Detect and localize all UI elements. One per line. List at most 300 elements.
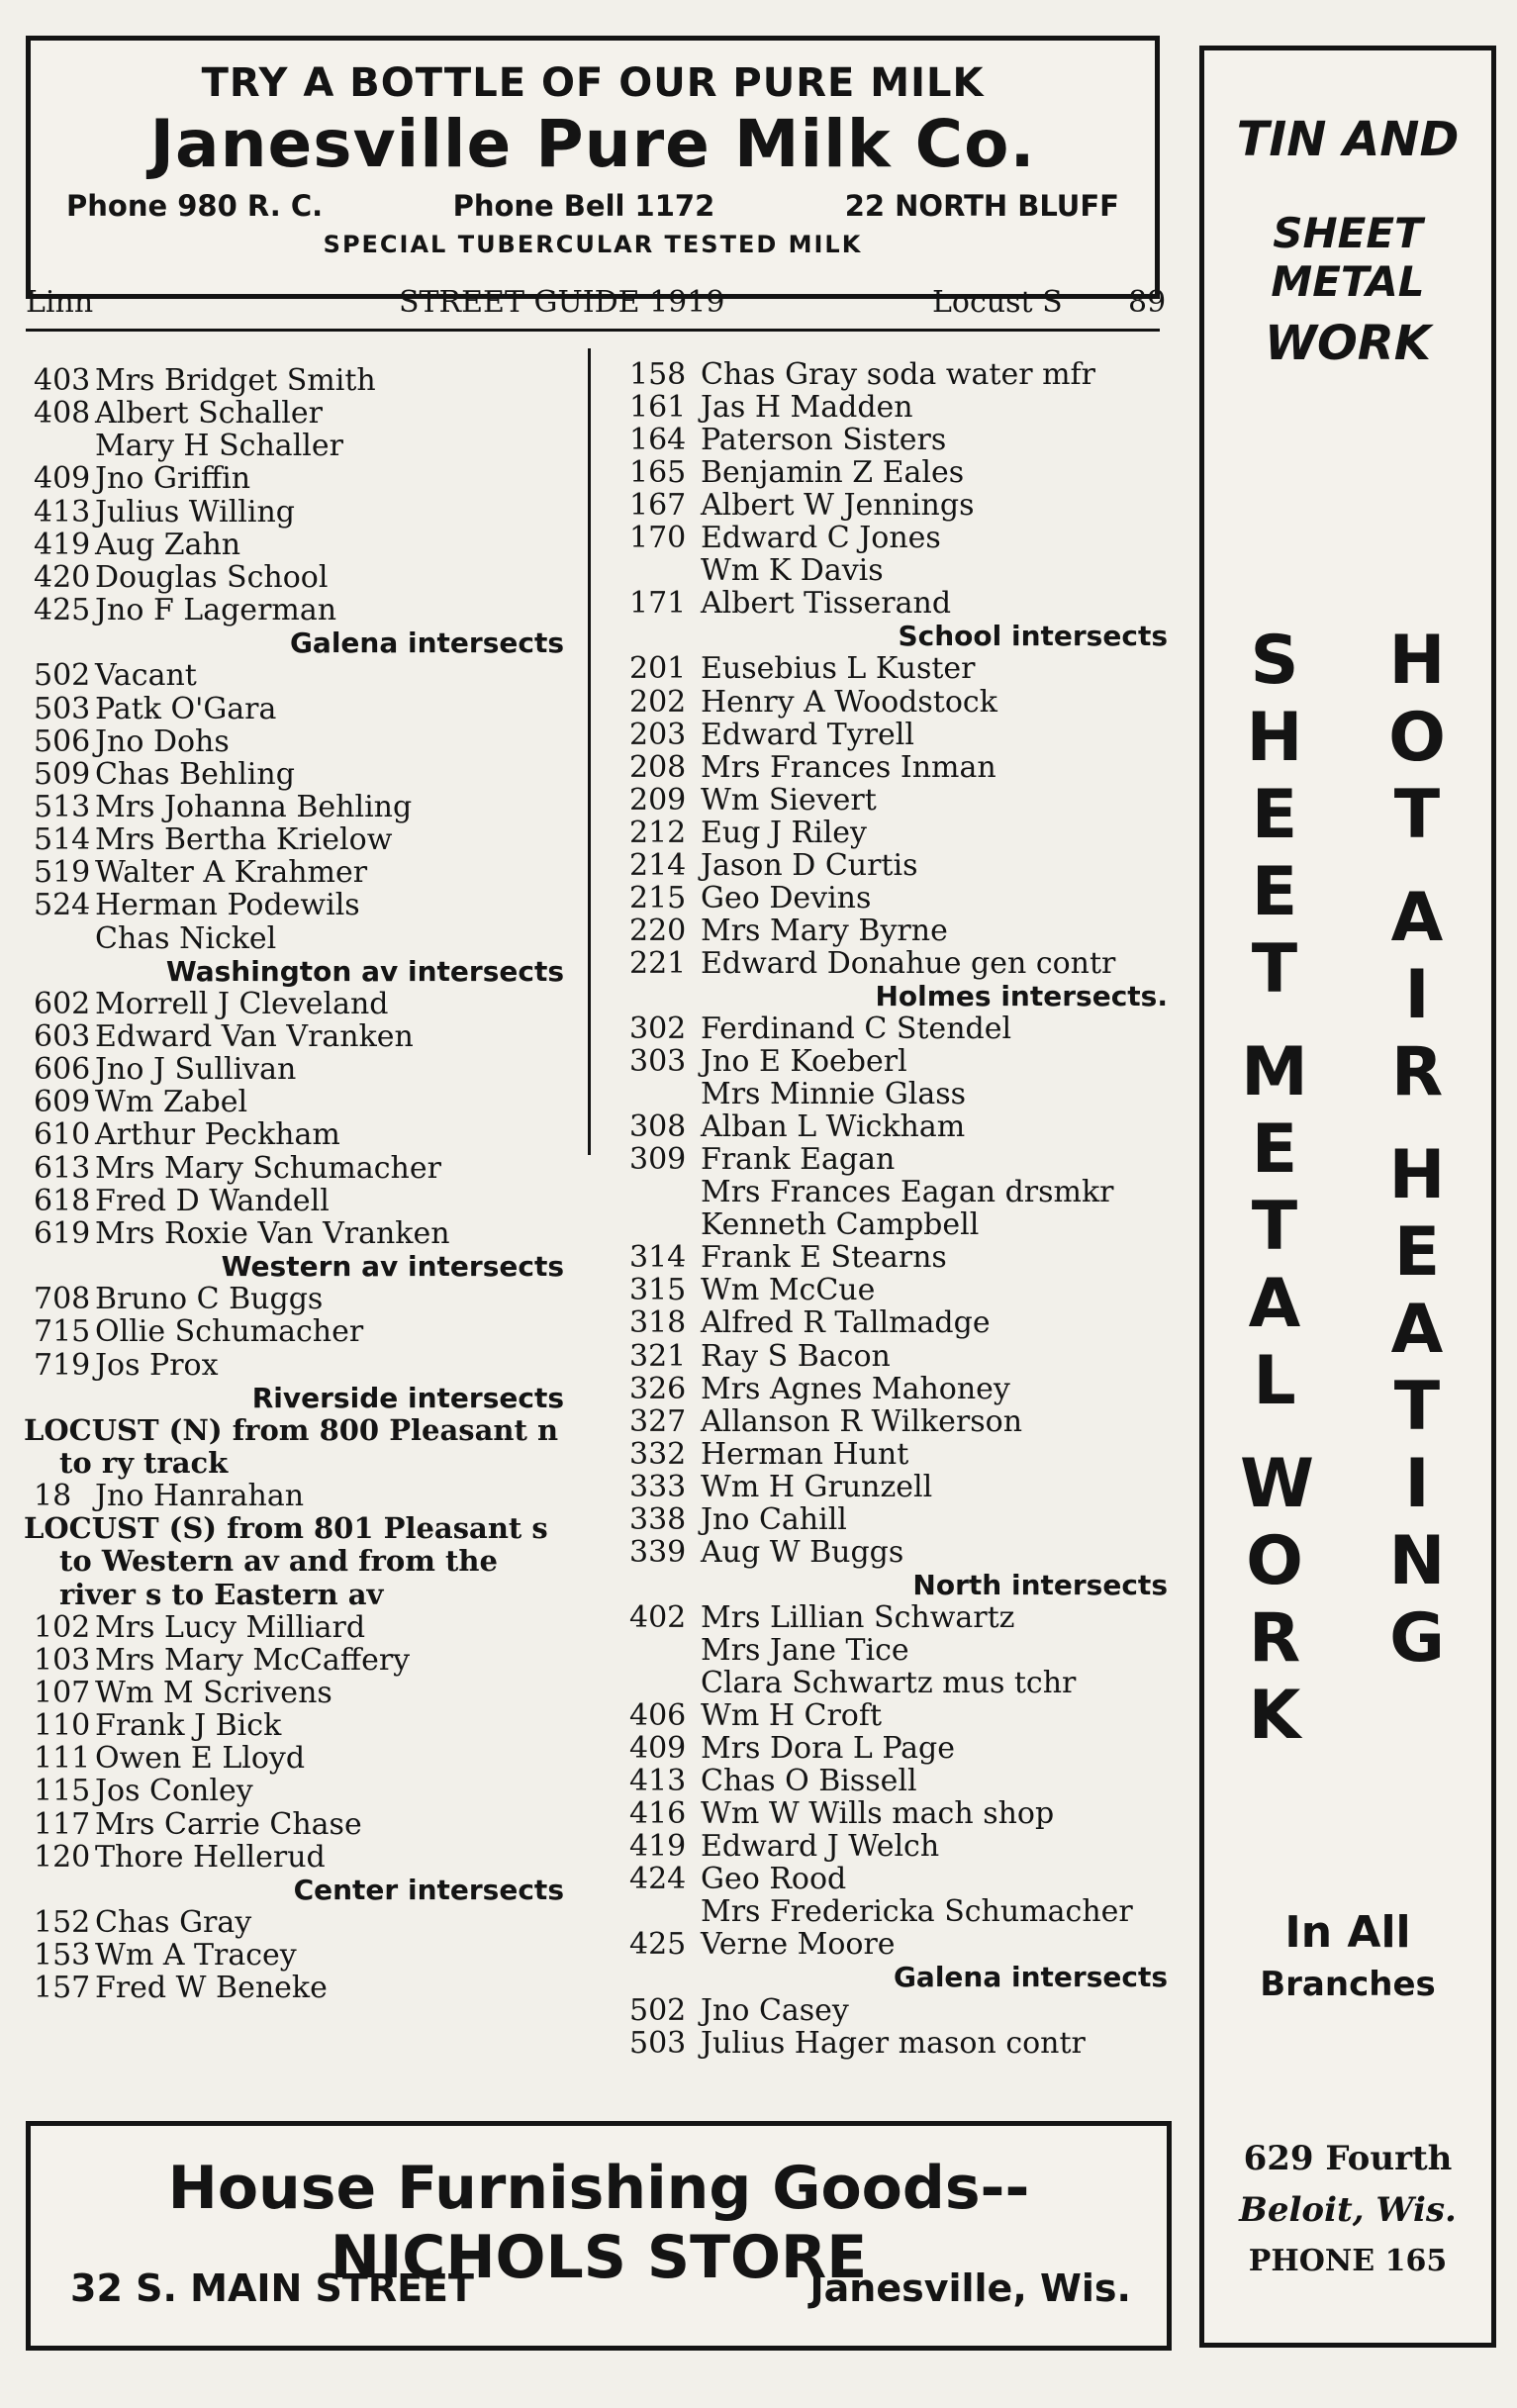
house-number: 420 [34, 559, 91, 595]
house-number: 152 [34, 1905, 91, 1941]
resident-name: Arthur Peckham [95, 1117, 340, 1153]
street-heading-text: to ry track [59, 1445, 229, 1480]
address-entry [34, 1349, 219, 1382]
house-number: 221 [629, 945, 687, 981]
vertical-letter: A [1390, 1291, 1444, 1369]
resident-name: Mrs Frances Eagan drsmkr [701, 1175, 1114, 1210]
house-number: 502 [629, 1992, 687, 2028]
address-entry [34, 1118, 340, 1151]
vertical-letter: E [1251, 1110, 1298, 1189]
address-entry [34, 1841, 326, 1874]
address-entry [629, 1078, 966, 1110]
address-entry [629, 652, 976, 685]
house-number: 315 [629, 1273, 687, 1308]
street-heading [24, 1512, 548, 1545]
resident-name: Mrs Minnie Glass [701, 1077, 967, 1112]
house-number: 610 [34, 1117, 91, 1153]
house-number: 203 [629, 717, 687, 752]
address-entry [629, 784, 877, 817]
house-number: 403 [34, 363, 91, 398]
letter-gap [1382, 1111, 1452, 1137]
house-number: 513 [34, 789, 91, 824]
resident-name: Wm Zabel [95, 1085, 248, 1120]
house-number: 333 [629, 1469, 687, 1504]
house-number: 165 [629, 455, 687, 491]
address-entry [629, 947, 1115, 980]
address-entry [34, 758, 295, 791]
resident-name: Alfred R Tallmadge [701, 1305, 991, 1341]
house-number: 309 [629, 1142, 687, 1178]
house-number: 153 [34, 1938, 91, 1974]
ad-sheet-metal: SHEET METAL [1271, 209, 1425, 306]
intersection-heading [30, 626, 564, 659]
address-entry [629, 424, 946, 456]
house-number: 514 [34, 822, 91, 858]
resident-name: Mrs Johanna Behling [95, 789, 413, 824]
house-number: 338 [629, 1501, 687, 1537]
resident-name: Geo Devins [701, 880, 872, 915]
address-entry [34, 1906, 251, 1939]
street-heading [24, 1414, 558, 1447]
intersection-heading [614, 1569, 1168, 1601]
house-number: 102 [34, 1609, 91, 1645]
resident-name: Mrs Mary Schumacher [95, 1150, 441, 1186]
letter-gap [1240, 1009, 1309, 1034]
resident-name: Aug W Buggs [701, 1534, 904, 1570]
street-heading-continued [59, 1545, 498, 1578]
address-entry [629, 1503, 847, 1536]
house-number: 509 [34, 756, 91, 792]
resident-name: Frank J Bick [95, 1708, 282, 1744]
ad-phone: PHONE 165 [1248, 2244, 1448, 2278]
address-entry [34, 1677, 332, 1709]
address-entry [34, 1315, 363, 1348]
resident-name: Eusebius L Kuster [701, 651, 976, 687]
vertical-letter: W [1240, 1445, 1315, 1523]
page-number: 89 [1128, 285, 1167, 320]
resident-name: Herman Hunt [701, 1436, 909, 1472]
ad-phone-rc: Phone 980 R. C. [66, 189, 324, 223]
address-entry [629, 817, 867, 849]
resident-name: Chas Gray [95, 1905, 252, 1941]
house-number: 214 [629, 847, 687, 883]
vertical-letter: E [1251, 776, 1298, 854]
address-entry [34, 922, 276, 955]
house-number: 715 [34, 1314, 91, 1350]
address-entry [629, 915, 948, 947]
intersection-heading [30, 1874, 564, 1906]
house-number: 158 [629, 357, 687, 392]
ad-address: 22 NORTH BLUFF [844, 189, 1119, 223]
vertical-letter: L [1253, 1342, 1296, 1420]
address-entry [629, 1176, 1113, 1208]
address-entry [34, 496, 295, 529]
house-number: 321 [629, 1338, 687, 1374]
resident-name: Bruno C Buggs [95, 1282, 324, 1317]
resident-name: Douglas School [95, 559, 329, 595]
house-number: 424 [629, 1862, 687, 1897]
house-number: 416 [629, 1796, 687, 1832]
address-entry [34, 364, 376, 397]
heading-text: Galena intersects [893, 1961, 1168, 1994]
house-number: 603 [34, 1019, 91, 1054]
house-number: 618 [34, 1183, 91, 1218]
address-entry [629, 1536, 903, 1569]
resident-name: Wm H Grunzell [701, 1469, 933, 1504]
address-entry [629, 391, 913, 424]
house-number: 413 [629, 1764, 687, 1799]
header-title: STREET GUIDE 1919 [399, 285, 725, 320]
address-entry [34, 659, 197, 692]
ad-city: Beloit, Wis. [1239, 2190, 1457, 2230]
vertical-letter: R [1248, 1599, 1301, 1678]
house-number: 117 [34, 1806, 91, 1842]
bottom-advertisement [26, 2121, 1172, 2351]
resident-name: Herman Podewils [95, 888, 360, 923]
vertical-letter: T [1393, 776, 1441, 854]
address-entry [34, 462, 250, 495]
address-entry [34, 856, 367, 889]
resident-name: Verne Moore [701, 1927, 896, 1963]
address-entry [34, 988, 389, 1020]
resident-name: Edward Donahue gen contr [701, 945, 1116, 981]
house-number: 318 [629, 1305, 687, 1341]
address-entry [629, 1405, 1022, 1438]
address-entry [34, 823, 392, 856]
vertical-letter: T [1251, 930, 1298, 1009]
address-entry [34, 1480, 304, 1512]
house-number: 208 [629, 749, 687, 785]
resident-name: Walter A Krahmer [95, 855, 368, 891]
vertical-letter: I [1404, 956, 1430, 1034]
vertical-letter: H [1388, 622, 1446, 700]
intersection-heading [30, 955, 564, 988]
house-number: 719 [34, 1347, 91, 1383]
address-entry [629, 1208, 979, 1241]
house-number: 425 [34, 593, 91, 628]
house-number: 314 [629, 1240, 687, 1276]
house-number: 402 [629, 1599, 687, 1635]
house-number: 115 [34, 1774, 91, 1809]
address-entry [34, 1283, 323, 1315]
address-entry [34, 1808, 362, 1841]
ad-company-name: Janesville Pure Milk Co. [149, 106, 1036, 182]
resident-name: Albert Schaller [95, 396, 323, 432]
resident-name: Edward J Welch [701, 1829, 940, 1865]
resident-name: Wm Sievert [701, 782, 877, 818]
house-number: 506 [34, 723, 91, 759]
resident-name: Aug Zahn [95, 527, 241, 562]
resident-name: Chas O Bissell [701, 1764, 917, 1799]
resident-name: Mrs Dora L Page [701, 1731, 956, 1767]
house-number: 308 [629, 1109, 687, 1145]
vertical-letter: M [1241, 1033, 1308, 1111]
intersection-heading [614, 620, 1168, 652]
address-entry [34, 791, 412, 823]
vertical-letter: E [1251, 853, 1298, 931]
house-number: 609 [34, 1085, 91, 1120]
address-entry [34, 529, 240, 561]
address-entry [629, 1241, 947, 1274]
heading-text: Western av intersects [221, 1250, 564, 1284]
letter-gap [1382, 854, 1452, 880]
resident-name: Mrs Fredericka Schumacher [701, 1894, 1133, 1930]
house-number: 406 [629, 1698, 687, 1734]
resident-name: Geo Rood [701, 1862, 847, 1897]
vertical-letter: A [1390, 879, 1444, 957]
address-entry [629, 1601, 1014, 1634]
resident-name: Fred W Beneke [95, 1971, 328, 2006]
house-number: 103 [34, 1642, 91, 1678]
house-number: 171 [629, 586, 687, 622]
resident-name: Jas H Madden [701, 390, 913, 426]
ad-street-address: 629 Fourth [1243, 2139, 1453, 2178]
address-entry [34, 1152, 441, 1185]
street-heading-text: to Western av and from the [59, 1544, 498, 1579]
address-entry [629, 2027, 1086, 2060]
resident-name: Thore Hellerud [95, 1839, 326, 1875]
resident-name: Edward Tyrell [701, 717, 914, 752]
house-number: 332 [629, 1436, 687, 1472]
address-entry [629, 1471, 932, 1503]
resident-name: Jos Prox [95, 1347, 219, 1383]
resident-name: Edward Van Vranken [95, 1019, 414, 1054]
ad-sheet-metal-work-vertical [1240, 622, 1315, 1781]
ad-phone-bell: Phone Bell 1172 [452, 189, 715, 223]
house-number: 708 [34, 1282, 91, 1317]
intersection-heading [30, 1382, 564, 1414]
house-number: 519 [34, 855, 91, 891]
resident-name: Mrs Bertha Krielow [95, 822, 393, 858]
address-entry [629, 1438, 908, 1471]
resident-name: Mrs Agnes Mahoney [701, 1371, 1010, 1406]
address-entry [629, 489, 974, 522]
address-entry [34, 430, 343, 462]
house-number: 408 [34, 396, 91, 432]
resident-name: Vacant [95, 658, 197, 694]
heading-text: Riverside intersects [251, 1381, 564, 1414]
resident-name: Julius Willing [95, 494, 296, 530]
resident-name: Allanson R Wilkerson [701, 1403, 1023, 1439]
vertical-letter: I [1404, 1445, 1430, 1523]
address-entry [629, 1797, 1054, 1830]
address-entry [629, 1373, 1010, 1405]
resident-name: Wm A Tracey [95, 1938, 297, 1974]
house-number: 502 [34, 658, 91, 694]
house-number: 220 [629, 913, 687, 948]
house-number: 209 [629, 782, 687, 818]
resident-name: Mrs Jane Tice [701, 1632, 909, 1668]
address-entry [34, 1742, 305, 1775]
house-number: 602 [34, 986, 91, 1021]
street-heading-continued [59, 1579, 383, 1611]
ad-store-address: 32 S. MAIN STREET [70, 2266, 474, 2310]
resident-name: Ferdinand C Stendel [701, 1011, 1012, 1046]
resident-name: Mary H Schaller [95, 429, 343, 464]
resident-name: Jno Griffin [95, 461, 251, 497]
vertical-letter: H [1246, 699, 1303, 777]
intersection-heading [614, 1961, 1168, 1993]
house-number: 413 [34, 494, 91, 530]
house-number: 524 [34, 888, 91, 923]
header-right: Locust S [932, 285, 1063, 320]
ad-hot-air-heating-vertical [1382, 623, 1452, 1703]
resident-name: Wm H Croft [701, 1698, 883, 1734]
resident-name: Henry A Woodstock [701, 684, 997, 720]
address-entry [629, 1765, 917, 1797]
resident-name: Morrell J Cleveland [95, 986, 389, 1021]
address-entry [629, 456, 964, 489]
address-entry [629, 1340, 891, 1373]
address-entry [629, 1830, 939, 1863]
house-number: 18 [34, 1479, 72, 1514]
intersection-heading [614, 980, 1168, 1012]
address-entry [34, 1775, 253, 1807]
house-number: 201 [629, 651, 687, 687]
address-entry [629, 1994, 849, 2027]
address-entry [34, 1053, 296, 1086]
address-entry [34, 693, 276, 725]
house-number: 339 [629, 1534, 687, 1570]
house-number: 107 [34, 1676, 91, 1710]
house-number: 419 [34, 527, 91, 562]
resident-name: Frank Eagan [701, 1142, 896, 1178]
address-entry [629, 849, 917, 882]
ad-store-city: Janesville, Wis. [809, 2266, 1131, 2310]
house-number: 120 [34, 1839, 91, 1875]
address-entry [629, 686, 997, 719]
resident-name: Mrs Carrie Chase [95, 1806, 362, 1842]
house-number: 164 [629, 423, 687, 458]
address-entry [34, 1709, 281, 1742]
house-number: 157 [34, 1971, 91, 2006]
resident-name: Kenneth Campbell [701, 1207, 980, 1243]
ad-slogan: TRY A BOTTLE OF OUR PURE MILK [201, 60, 985, 106]
resident-name: Mrs Frances Inman [701, 749, 996, 785]
resident-name: Mrs Roxie Van Vranken [95, 1215, 450, 1251]
resident-name: Mrs Lucy Milliard [95, 1609, 366, 1645]
resident-name: Ray S Bacon [701, 1338, 891, 1374]
resident-name: Mrs Bridget Smith [95, 363, 376, 398]
resident-name: Edward C Jones [701, 521, 941, 556]
house-number: 409 [34, 461, 91, 497]
resident-name: Albert Tisserand [701, 586, 952, 622]
house-number: 503 [629, 2025, 687, 2061]
house-number: 302 [629, 1011, 687, 1046]
heading-text: Center intersects [293, 1873, 564, 1906]
heading-text: Washington av intersects [165, 954, 564, 988]
letter-gap [1382, 1678, 1452, 1703]
letter-gap [1240, 1755, 1309, 1781]
heading-text: North intersects [912, 1568, 1168, 1601]
address-entry [629, 882, 871, 915]
vertical-letter: T [1251, 1188, 1298, 1266]
address-entry [34, 1217, 450, 1250]
address-entry [34, 594, 336, 626]
resident-name: Julius Hager mason contr [701, 2025, 1086, 2061]
address-entry [629, 554, 884, 587]
house-number: 202 [629, 684, 687, 720]
ad-tin-and: TIN AND [1236, 112, 1460, 167]
address-entry [629, 751, 996, 784]
vertical-letter: N [1388, 1522, 1446, 1600]
ad-tagline: SPECIAL TUBERCULAR TESTED MILK [323, 231, 863, 258]
ad-branches: Branches [1260, 1965, 1436, 2004]
street-heading-text: LOCUST (S) from 801 Pleasant s [24, 1511, 548, 1546]
address-entry [34, 1020, 414, 1053]
house-number: 327 [629, 1403, 687, 1439]
resident-name: Alban L Wickham [701, 1109, 966, 1145]
vertical-letter: H [1388, 1136, 1446, 1214]
resident-name: Jno Dohs [95, 723, 230, 759]
house-number: 111 [34, 1741, 91, 1777]
ad-work: WORK [1265, 316, 1431, 371]
address-entry [629, 1863, 846, 1895]
street-heading-text: LOCUST (N) from 800 Pleasant n [24, 1412, 559, 1447]
right-advertisement [1199, 46, 1496, 2348]
house-number: 167 [629, 488, 687, 524]
resident-name: Jno Cahill [701, 1501, 847, 1537]
house-number: 503 [34, 691, 91, 726]
house-number: 161 [629, 390, 687, 426]
vertical-letter: A [1248, 1265, 1301, 1343]
letter-gap [1240, 1420, 1309, 1446]
street-heading-continued [59, 1447, 228, 1480]
address-entry [629, 1928, 896, 1961]
resident-name: Jason D Curtis [701, 847, 918, 883]
address-entry [34, 1939, 297, 1972]
intersection-heading [30, 1250, 564, 1283]
address-entry [629, 719, 914, 751]
house-number: 613 [34, 1150, 91, 1186]
house-number: 619 [34, 1215, 91, 1251]
resident-name: Patk O'Gara [95, 691, 277, 726]
column-divider [588, 348, 591, 1155]
vertical-letter: K [1248, 1677, 1301, 1755]
address-entry [629, 522, 941, 554]
vertical-letter: R [1390, 1033, 1444, 1111]
resident-name: Eug J Riley [701, 815, 868, 850]
address-entry [629, 1732, 955, 1765]
address-entry [629, 1699, 882, 1732]
house-number: 170 [629, 521, 687, 556]
address-entry [34, 889, 360, 921]
house-number: 425 [629, 1927, 687, 1963]
address-entry [629, 1143, 895, 1176]
house-number: 326 [629, 1371, 687, 1406]
address-entry [629, 1895, 1133, 1928]
house-number: 110 [34, 1708, 91, 1744]
address-entry [34, 1185, 330, 1217]
resident-name: Paterson Sisters [701, 423, 947, 458]
resident-name: Chas Behling [95, 756, 295, 792]
vertical-letter: O [1246, 1522, 1303, 1600]
house-number: 606 [34, 1052, 91, 1088]
resident-name: Benjamin Z Eales [701, 455, 965, 491]
address-entry [629, 1667, 1076, 1699]
resident-name: Albert W Jennings [701, 488, 975, 524]
resident-name: Chas Nickel [95, 920, 277, 956]
resident-name: Chas Gray soda water mfr [701, 357, 1095, 392]
vertical-letter: S [1250, 622, 1299, 700]
resident-name: Frank E Stearns [701, 1240, 947, 1276]
heading-text: School intersects [898, 620, 1168, 653]
header-left: Linn [26, 285, 94, 320]
address-entry [34, 397, 323, 430]
resident-name: Fred D Wandell [95, 1183, 330, 1218]
address-entry [629, 587, 951, 620]
resident-name: Ollie Schumacher [95, 1314, 364, 1350]
